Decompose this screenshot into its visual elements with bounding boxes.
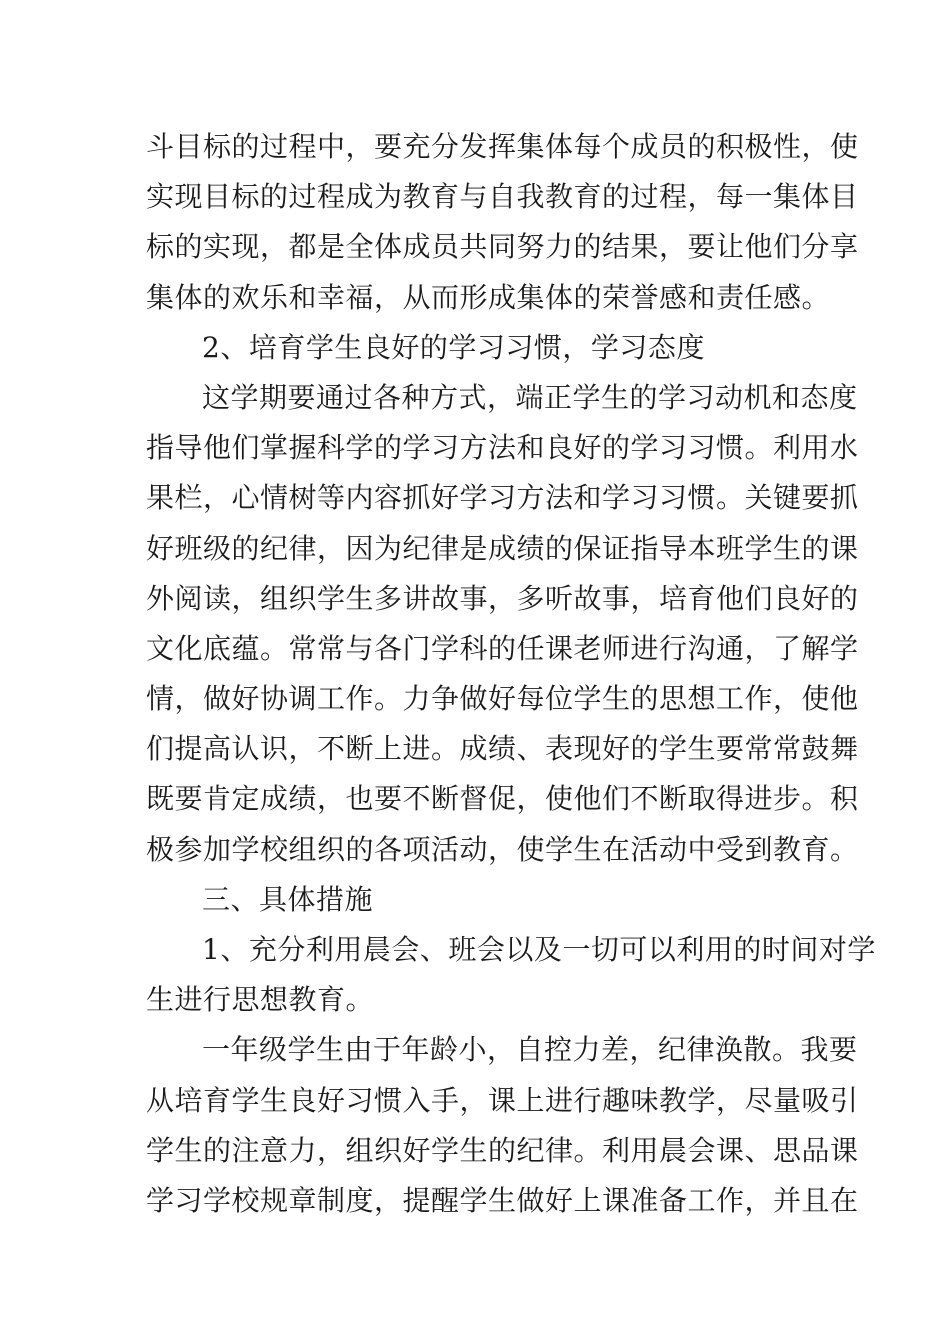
- text-line: 极参加学校组织的各项活动，使学生在活动中受到教育。: [146, 832, 859, 866]
- text-line: 果栏，心情树等内容抓好学习方法和学习习惯。关键要抓: [146, 481, 859, 515]
- text-line: 学生的注意力，组织好学生的纪律。利用晨会课、思品课: [146, 1133, 859, 1167]
- text-line: 从培育学生良好习惯入手，课上进行趣味教学，尽量吸引: [146, 1083, 859, 1117]
- text-line: 斗目标的过程中，要充分发挥集体每个成员的积极性，使: [146, 130, 859, 163]
- document-body: [146, 122, 876, 1226]
- text-line: 指导他们掌握科学的学习方法和良好的学习习惯。利用水: [146, 431, 859, 465]
- section-heading: 2、培育学生良好的学习习惯，学习态度: [202, 330, 705, 364]
- text-line: 集体的欢乐和幸福，从而形成集体的荣誉感和责任感。: [146, 280, 831, 314]
- text-line: 标的实现，都是全体成员共同努力的结果，要让他们分享: [146, 230, 859, 264]
- text-line: 一年级学生由于年龄小，自控力差，纪律涣散。我要: [202, 1033, 858, 1067]
- text-line: 外阅读，组织学生多讲故事，多听故事，培育他们良好的: [146, 581, 859, 615]
- text-line: 1、充分利用晨会、班会以及一切可以利用的时间对学: [202, 933, 876, 966]
- text-line: 情，做好协调工作。力争做好每位学生的思想工作，使他: [146, 682, 859, 716]
- section-heading: 三、具体措施: [202, 882, 374, 916]
- text-line: 既要肯定成绩，也要不断督促，使他们不断取得进步。积: [146, 782, 859, 816]
- text-line: 们提高认识，不断上进。成绩、表现好的学生要常常鼓舞: [146, 732, 859, 766]
- text-line: 这学期要通过各种方式，端正学生的学习动机和态度: [202, 380, 858, 414]
- text-line: 学习学校规章制度，提醒学生做好上课准备工作，并且在: [146, 1183, 859, 1217]
- text-line: 文化底蕴。常常与各门学科的任课老师进行沟通，了解学: [146, 631, 859, 665]
- text-line: 实现目标的过程成为教育与自我教育的过程，每一集体目: [146, 180, 859, 214]
- text-line: 生进行思想教育。: [146, 983, 375, 1017]
- text-line: 好班级的纪律，因为纪律是成绩的保证指导本班学生的课: [146, 531, 859, 565]
